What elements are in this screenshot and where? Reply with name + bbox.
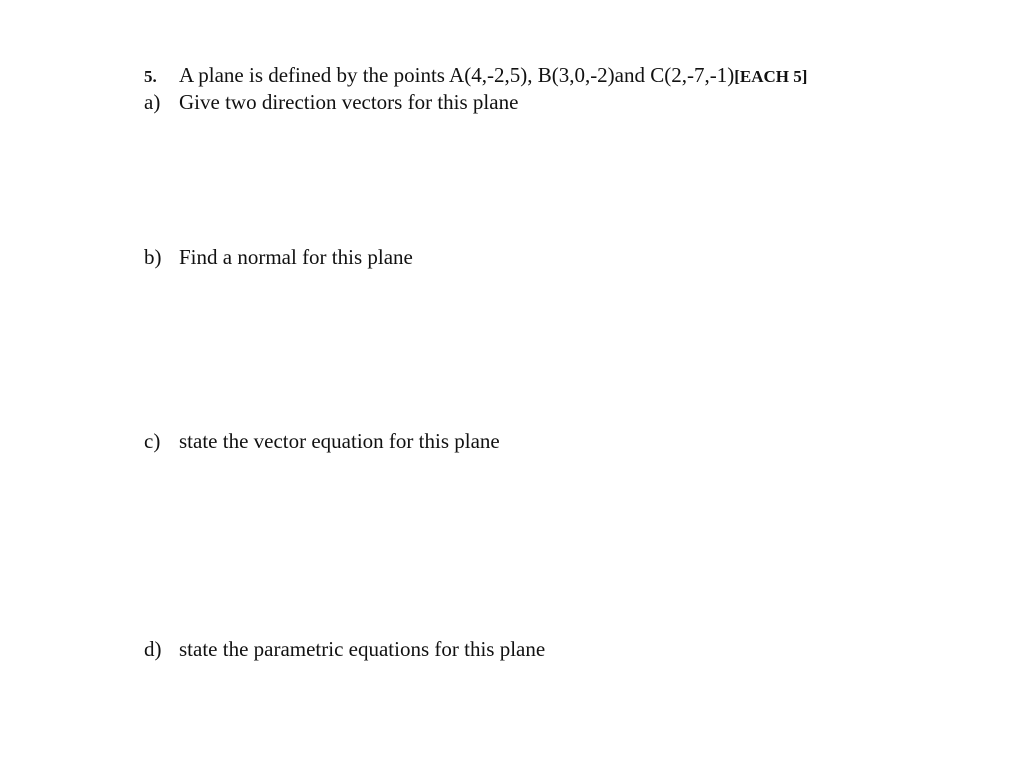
part-label: b)	[144, 245, 162, 269]
part-label: a)	[144, 90, 161, 114]
part-label: d)	[144, 637, 162, 661]
part-text: Give two direction vectors for this plane	[179, 90, 519, 114]
part-b	[144, 245, 413, 269]
part-d	[144, 637, 545, 661]
question-prompt: A plane is defined by the points A(4,-2,5), B(3,0,-2)and C(2,-7,-1)	[179, 63, 735, 87]
question-5	[144, 63, 807, 89]
part-text: Find a normal for this plane	[179, 245, 413, 269]
part-text: state the parametric equations for this plane	[179, 637, 546, 661]
part-text: state the vector equation for this plane	[179, 429, 500, 453]
part-c	[144, 429, 500, 453]
part-label: c)	[144, 429, 161, 453]
question-number: 5.	[144, 67, 157, 86]
part-a	[144, 90, 518, 114]
marks-label: [EACH 5]	[734, 67, 808, 86]
